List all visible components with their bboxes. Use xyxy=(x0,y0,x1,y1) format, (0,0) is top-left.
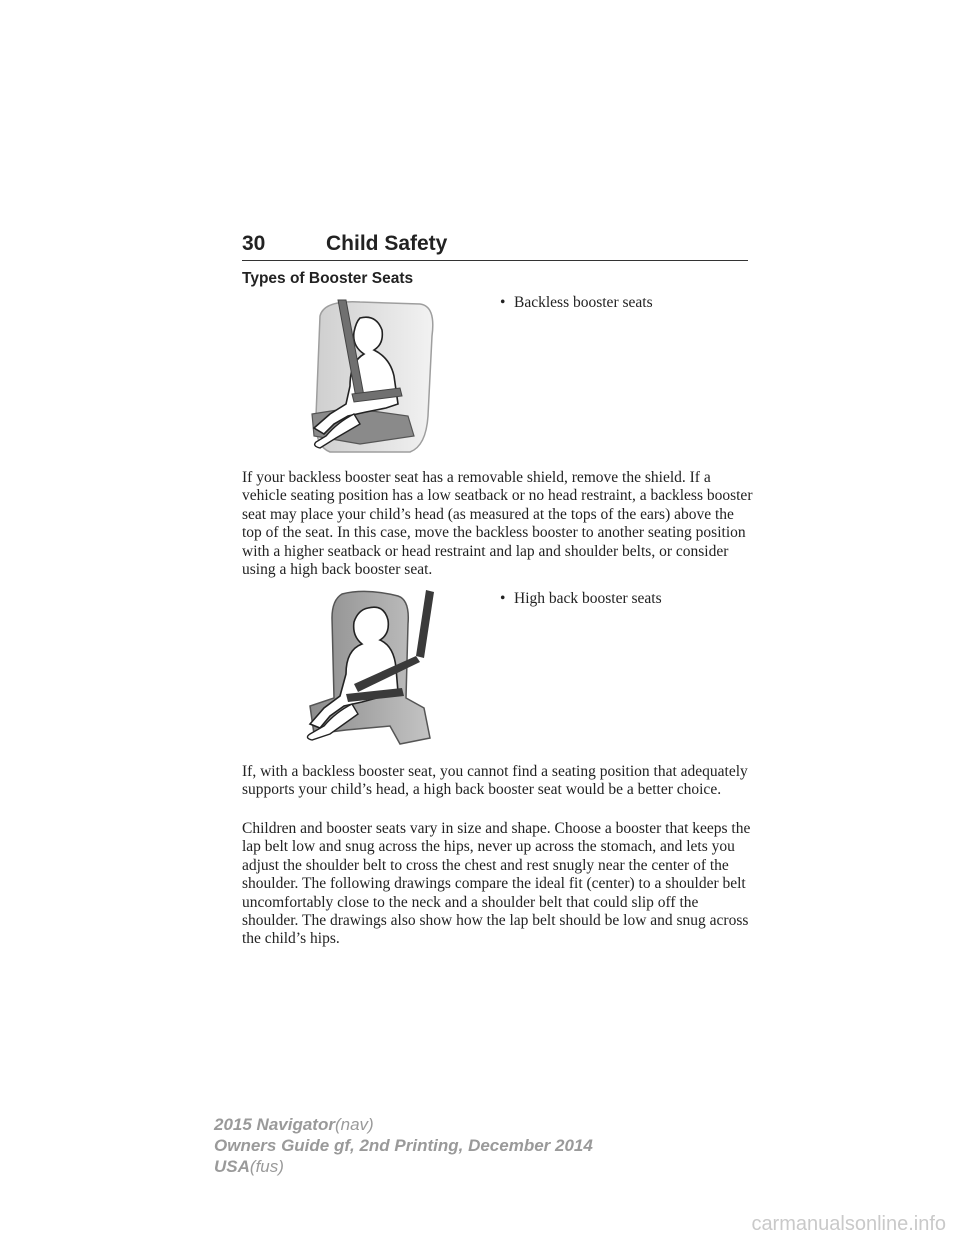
paragraph-backless-shield: If your backless booster seat has a removable shield, remove the shield. If a vehicle seating position has a low seatback or no head restraint, a backless booster seat may place your child’s head (as measured at the tops of the ears) above the top of the seat. In this case, move the backless booster to another seating position with a higher seatback or head restraint and lap and shoulder belts, or consider using a high back booster seat. xyxy=(242,469,753,579)
backless-booster-illustration xyxy=(290,296,440,456)
bullet-icon: • xyxy=(500,590,506,607)
high-back-booster-illustration xyxy=(290,588,440,748)
paragraph-highback-choice: If, with a backless booster seat, you cannot find a seating position that adequately supports your child’s head, a high back booster seat would be a better choice. xyxy=(242,763,748,799)
bullet-icon: • xyxy=(500,294,506,311)
footer-model-code: (nav) xyxy=(334,1115,374,1134)
header-divider xyxy=(242,260,748,261)
footer-market: USA xyxy=(214,1157,250,1176)
bullet-backless-label: Backless booster seats xyxy=(514,294,653,311)
footer-model: 2015 Navigator xyxy=(214,1115,335,1134)
bullet-highback-label: High back booster seats xyxy=(514,590,662,607)
footer-guide: Owners Guide gf, 2nd Printing, December 2014 xyxy=(214,1136,593,1155)
section-heading: Types of Booster Seats xyxy=(242,270,414,287)
paragraph-booster-fit: Children and booster seats vary in size and shape. Choose a booster that keeps the lap belt low and snug across the hips, never up across the stomach, and lets you adjust the shoulder belt to cross the chest and rest snugly near the center of the shoulder. The following drawings compare the ideal fit (center) to a shoulder belt uncomfortably close to the neck and a shoulder belt that could slip off the shoulder. The drawings also show how the lap belt should be low and snug across the child’s hips. xyxy=(242,820,751,948)
bullet-highback xyxy=(500,590,662,608)
footer-market-code: (fus) xyxy=(249,1157,284,1176)
footer-line-model xyxy=(214,1115,374,1134)
bullet-backless xyxy=(500,294,653,312)
section-title: Child Safety xyxy=(326,232,448,255)
page-number: 30 xyxy=(242,232,266,255)
footer-line-market xyxy=(214,1157,284,1176)
watermark: carmanualsonline.info xyxy=(751,1213,946,1235)
